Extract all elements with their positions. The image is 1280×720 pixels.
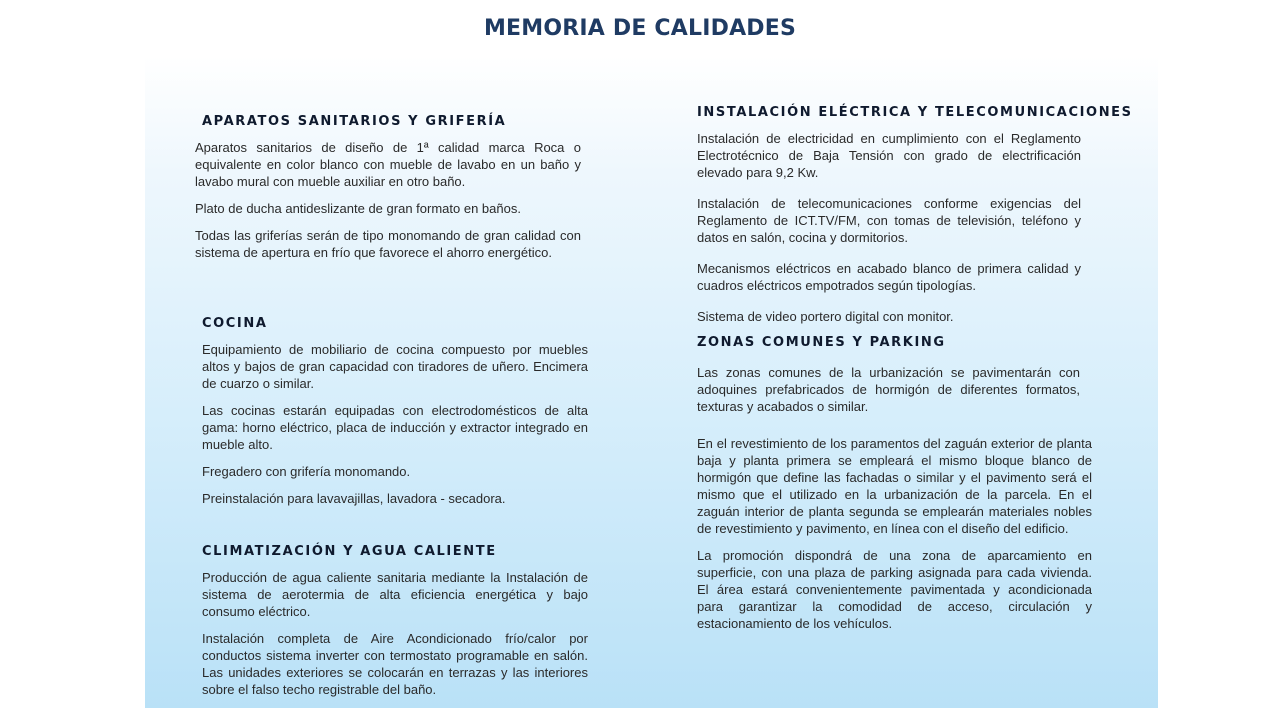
paragraph: Instalación de electricidad en cumplimiento con el Reglamento Electrotécnico de Baja Tensión con grado de electrificación elevado para 9,2 Kw. — [697, 131, 1081, 180]
paragraph: Sistema de video portero digital con monitor. — [697, 309, 954, 324]
section-climatizacion — [202, 544, 588, 708]
page-title: MEMORIA DE CALIDADES — [483, 16, 797, 41]
section-heading-cocina: COCINA — [202, 316, 268, 331]
paragraph: Instalación completa de Aire Acondicionado frío/calor por conductos sistema inverter con termostato programable en salón. Las unidades exteriores se colocarán en terrazas y las interiores sobre el falso techo registrable del baño. — [202, 631, 588, 697]
paragraph: Preinstalación para lavavajillas, lavadora - secadora. — [202, 491, 506, 506]
paragraph: Todas las griferías serán de tipo monomando de gran calidad con sistema de apertura en frío que favorece el ahorro energético. — [195, 228, 581, 260]
section-heading-zonas: ZONAS COMUNES Y PARKING — [697, 335, 946, 350]
section-heading-sanitarios: APARATOS SANITARIOS Y GRIFERÍA — [202, 114, 507, 129]
paragraph: En el revestimiento de los paramentos del zaguán exterior de planta baja y planta primera se empleará el mismo bloque blanco de hormigón que define las fachadas o similar y el pavimento será el mismo que el utilizado en la urbanización de la parcela. En el zaguán interior de planta segunda se emplearán materiales nobles de revestimiento y pavimento, en línea con el diseño del edificio. — [697, 436, 1092, 536]
paragraph: Equipamiento de mobiliario de cocina compuesto por muebles altos y bajos de gran capacidad con tiradores de uñero. Encimera de cuarzo o similar. — [202, 342, 588, 391]
paragraph: Mecanismos eléctricos en acabado blanco de primera calidad y cuadros eléctricos empotrados según tipologías. — [697, 261, 1081, 293]
paragraph: Las zonas comunes de la urbanización se pavimentarán con adoquines prefabricados de hormigón de diferentes formatos, texturas y acabados o similar. — [697, 365, 1080, 414]
section-cocina — [202, 316, 588, 517]
paragraph: Fregadero con grifería monomando. — [202, 464, 411, 479]
paragraph: Las cocinas estarán equipadas con electrodomésticos de alta gama: horno eléctrico, placa de inducción y extractor integrado en mueble alto. — [202, 403, 588, 452]
section-heading-electrica: INSTALACIÓN ELÉCTRICA Y TELECOMUNICACIONES — [697, 105, 1133, 120]
section-zonas-comunes — [697, 335, 1092, 642]
paragraph: Aparatos sanitarios de diseño de 1ª calidad marca Roca o equivalente en color blanco con mueble de lavabo en un baño y lavabo mural con mueble auxiliar en otro baño. — [195, 140, 581, 189]
paragraph: Plato de ducha antideslizante de gran formato en baños. — [195, 201, 521, 216]
section-sanitarios — [195, 114, 581, 271]
paragraph: Instalación de telecomunicaciones conforme exigencias del Reglamento de ICT.TV/FM, con tomas de televisión, teléfono y datos en salón, cocina y dormitorios. — [697, 196, 1081, 245]
paragraph: La promoción dispondrá de una zona de aparcamiento en superficie, con una plaza de parking asignada para cada vivienda. El área estará convenientemente pavimentada y acondicionada para garantizar la comodidad de acceso, circulación y estacionamiento de los vehículos. — [697, 548, 1092, 631]
section-electrica — [697, 105, 1133, 335]
section-heading-climatizacion: CLIMATIZACIÓN Y AGUA CALIENTE — [202, 544, 497, 559]
paragraph: Producción de agua caliente sanitaria mediante la Instalación de sistema de aerotermia de alta eficiencia energética y bajo consumo eléctrico. — [202, 570, 588, 619]
